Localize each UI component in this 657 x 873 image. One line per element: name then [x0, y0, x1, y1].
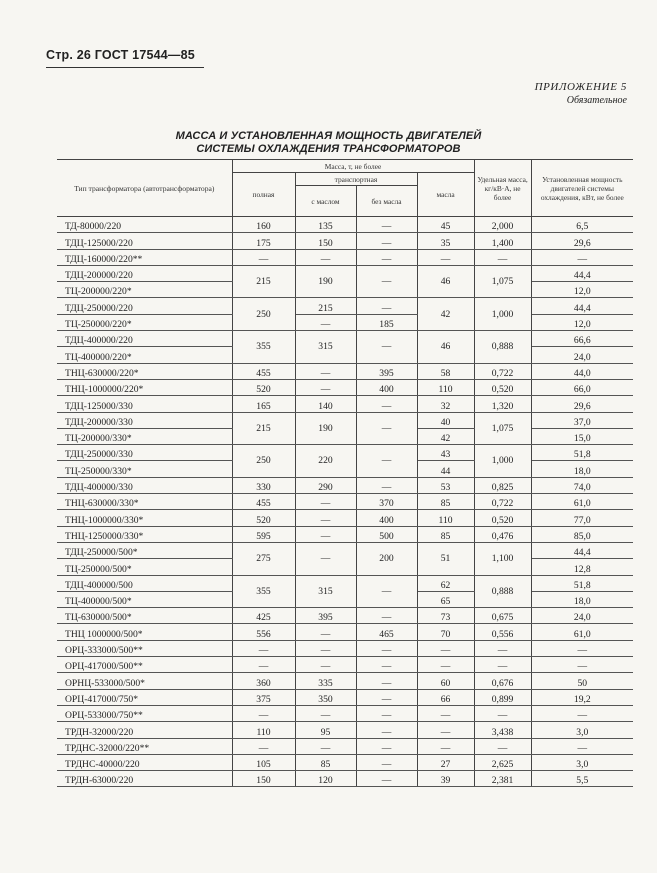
cell-without-oil: —: [356, 608, 417, 624]
cell-type: ТРДН-63000/220: [57, 771, 232, 787]
cell-with-oil: 350: [295, 689, 356, 705]
cell-oil: 51: [417, 542, 474, 575]
cell-without-oil: 400: [356, 379, 417, 395]
cell-with-oil: 335: [295, 673, 356, 689]
table-row: [57, 396, 633, 412]
cell-type: ТЦ-400000/500*: [57, 591, 232, 607]
table-row: [57, 754, 633, 770]
table-row: [57, 331, 633, 347]
cell-full: 110: [232, 722, 295, 738]
cell-full: 520: [232, 379, 295, 395]
cell-oil: —: [417, 705, 474, 721]
table-row: [57, 217, 633, 233]
cell-without-oil: —: [356, 689, 417, 705]
cell-power: 18,0: [531, 591, 633, 607]
cell-without-oil: —: [356, 575, 417, 608]
cell-with-oil: 190: [295, 265, 356, 298]
cell-with-oil: 395: [295, 608, 356, 624]
cell-power: 29,6: [531, 396, 633, 412]
cell-full: —: [232, 705, 295, 721]
table-row: [57, 445, 633, 461]
cell-type: ТДЦ-250000/330: [57, 445, 232, 461]
cell-full: 520: [232, 510, 295, 526]
cell-oil: —: [417, 249, 474, 265]
table-row: [57, 771, 633, 787]
cell-specific: 0,825: [474, 477, 531, 493]
cell-type: ТЦ-200000/330*: [57, 428, 232, 444]
cell-power: 61,0: [531, 624, 633, 640]
cell-oil: 60: [417, 673, 474, 689]
cell-specific: 0,899: [474, 689, 531, 705]
cell-power: 77,0: [531, 510, 633, 526]
header-specific-mass: Удельная масса, кг/кВ·А, не более: [474, 160, 531, 217]
cell-without-oil: —: [356, 722, 417, 738]
cell-with-oil: 220: [295, 445, 356, 478]
table-row: [57, 233, 633, 249]
cell-oil: 44: [417, 461, 474, 477]
cell-with-oil: 120: [295, 771, 356, 787]
cell-power: 51,8: [531, 575, 633, 591]
cell-with-oil: —: [295, 542, 356, 575]
cell-without-oil: —: [356, 705, 417, 721]
cell-power: 29,6: [531, 233, 633, 249]
cell-with-oil: —: [295, 510, 356, 526]
cell-without-oil: 370: [356, 494, 417, 510]
cell-without-oil: —: [356, 754, 417, 770]
cell-type: ТНЦ-1000000/220*: [57, 379, 232, 395]
cell-type: ОРЦ-417000/750*: [57, 689, 232, 705]
cell-specific: —: [474, 640, 531, 656]
cell-specific: 1,075: [474, 412, 531, 445]
page-header: Стр. 26 ГОСТ 17544—85: [46, 48, 195, 62]
cell-type: ТДЦ-250000/220: [57, 298, 232, 314]
cell-oil: 46: [417, 265, 474, 298]
cell-with-oil: 315: [295, 575, 356, 608]
table-row: [57, 738, 633, 754]
table-row: [57, 412, 633, 428]
cell-power: —: [531, 249, 633, 265]
cell-full: 455: [232, 494, 295, 510]
cell-specific: 2,381: [474, 771, 531, 787]
cell-oil: 40: [417, 412, 474, 428]
table-row: [57, 640, 633, 656]
cell-specific: 1,100: [474, 542, 531, 575]
cell-with-oil: —: [295, 379, 356, 395]
cell-power: 51,8: [531, 445, 633, 461]
cell-with-oil: 290: [295, 477, 356, 493]
cell-oil: 62: [417, 575, 474, 591]
cell-specific: —: [474, 657, 531, 673]
cell-oil: 66: [417, 689, 474, 705]
cell-with-oil: —: [295, 494, 356, 510]
cell-power: 85,0: [531, 526, 633, 542]
cell-specific: —: [474, 738, 531, 754]
cell-type: ТРДНС-32000/220**: [57, 738, 232, 754]
cell-full: 160: [232, 217, 295, 233]
cell-oil: 43: [417, 445, 474, 461]
cell-full: 425: [232, 608, 295, 624]
cell-without-oil: —: [356, 249, 417, 265]
cell-power: 3,0: [531, 722, 633, 738]
table-row: [57, 494, 633, 510]
header-mass-group: Масса, т, не более: [232, 160, 474, 173]
cell-type: ТНЦ-630000/330*: [57, 494, 232, 510]
cell-with-oil: 140: [295, 396, 356, 412]
cell-without-oil: 465: [356, 624, 417, 640]
cell-without-oil: —: [356, 396, 417, 412]
cell-oil: 53: [417, 477, 474, 493]
cell-without-oil: —: [356, 640, 417, 656]
cell-type: ОРЦ-333000/500**: [57, 640, 232, 656]
cell-oil: 110: [417, 510, 474, 526]
table-row: [57, 608, 633, 624]
cell-full: 105: [232, 754, 295, 770]
cell-specific: 3,438: [474, 722, 531, 738]
cell-with-oil: 190: [295, 412, 356, 445]
cell-type: ТДЦ-160000/220**: [57, 249, 232, 265]
cell-type: ТЦ-630000/500*: [57, 608, 232, 624]
cell-without-oil: —: [356, 217, 417, 233]
cell-specific: 1,075: [474, 265, 531, 298]
cell-power: 61,0: [531, 494, 633, 510]
cell-with-oil: 95: [295, 722, 356, 738]
cell-oil: 85: [417, 494, 474, 510]
cell-oil: 42: [417, 298, 474, 331]
cell-power: 50: [531, 673, 633, 689]
table-row: [57, 510, 633, 526]
cell-with-oil: —: [295, 526, 356, 542]
cell-oil: 46: [417, 331, 474, 364]
cell-without-oil: —: [356, 233, 417, 249]
cell-with-oil: —: [295, 314, 356, 330]
cell-full: 455: [232, 363, 295, 379]
title-line-1: МАССА И УСТАНОВЛЕННАЯ МОЩНОСТЬ ДВИГАТЕЛЕЙ: [175, 130, 482, 142]
cell-without-oil: —: [356, 673, 417, 689]
cell-specific: 0,476: [474, 526, 531, 542]
cell-specific: 1,320: [474, 396, 531, 412]
cell-oil: 73: [417, 608, 474, 624]
cell-type: ТЦ-250000/220*: [57, 314, 232, 330]
cell-oil: —: [417, 722, 474, 738]
cell-power: 24,0: [531, 347, 633, 363]
cell-without-oil: —: [356, 771, 417, 787]
cell-with-oil: —: [295, 657, 356, 673]
cell-type: ОРНЦ-533000/500*: [57, 673, 232, 689]
cell-type: ТДЦ-400000/500: [57, 575, 232, 591]
table-row: [57, 575, 633, 591]
cell-oil: 110: [417, 379, 474, 395]
cell-oil: 85: [417, 526, 474, 542]
cell-full: —: [232, 640, 295, 656]
cell-full: 275: [232, 542, 295, 575]
cell-full: —: [232, 249, 295, 265]
cell-specific: 0,676: [474, 673, 531, 689]
cell-power: 44,0: [531, 363, 633, 379]
cell-without-oil: —: [356, 657, 417, 673]
cell-type: ТНЦ 1000000/500*: [57, 624, 232, 640]
cell-specific: 0,722: [474, 363, 531, 379]
table-row: [57, 363, 633, 379]
cell-full: 375: [232, 689, 295, 705]
cell-oil: 45: [417, 217, 474, 233]
cell-type: ОРЦ-417000/500**: [57, 657, 232, 673]
cell-specific: 0,888: [474, 331, 531, 364]
table-row: [57, 379, 633, 395]
cell-without-oil: —: [356, 298, 417, 314]
cell-power: —: [531, 738, 633, 754]
appendix-subtitle: Обязательное: [566, 95, 627, 106]
table-row: [57, 673, 633, 689]
cell-oil: 32: [417, 396, 474, 412]
table-row: [57, 624, 633, 640]
cell-without-oil: 400: [356, 510, 417, 526]
cell-specific: 0,675: [474, 608, 531, 624]
cell-power: 44,4: [531, 542, 633, 558]
cell-type: ТРДНС-40000/220: [57, 754, 232, 770]
cell-specific: 0,520: [474, 379, 531, 395]
cell-power: —: [531, 657, 633, 673]
cell-power: 37,0: [531, 412, 633, 428]
cell-specific: 0,722: [474, 494, 531, 510]
cell-with-oil: —: [295, 640, 356, 656]
cell-with-oil: 85: [295, 754, 356, 770]
table-row: [57, 657, 633, 673]
cell-oil: 70: [417, 624, 474, 640]
cell-full: 330: [232, 477, 295, 493]
cell-power: 5,5: [531, 771, 633, 787]
cell-power: 3,0: [531, 754, 633, 770]
cell-with-oil: —: [295, 624, 356, 640]
cell-type: ТНЦ-1000000/330*: [57, 510, 232, 526]
header-power: Установленная мощность двигателей системы охлаждения, кВт, не более: [531, 160, 633, 217]
table-row: [57, 689, 633, 705]
cell-power: —: [531, 705, 633, 721]
header-transport-group: транспортная: [295, 173, 417, 186]
cell-full: 165: [232, 396, 295, 412]
cell-without-oil: —: [356, 412, 417, 445]
cell-with-oil: —: [295, 738, 356, 754]
cell-power: 44,4: [531, 298, 633, 314]
cell-with-oil: 150: [295, 233, 356, 249]
table-row: [57, 314, 633, 330]
cell-specific: 1,000: [474, 445, 531, 478]
cell-power: 12,0: [531, 282, 633, 298]
cell-full: 556: [232, 624, 295, 640]
table-row: [57, 705, 633, 721]
header-type: Тип трансформатора (автотрансформатора): [57, 160, 232, 217]
cell-oil: 35: [417, 233, 474, 249]
cell-power: 74,0: [531, 477, 633, 493]
cell-oil: 65: [417, 591, 474, 607]
cell-with-oil: —: [295, 705, 356, 721]
cell-with-oil: 315: [295, 331, 356, 364]
cell-power: 18,0: [531, 461, 633, 477]
cell-full: 355: [232, 331, 295, 364]
cell-type: ТЦ-400000/220*: [57, 347, 232, 363]
cell-full: 150: [232, 771, 295, 787]
cell-oil: 39: [417, 771, 474, 787]
cell-with-oil: —: [295, 249, 356, 265]
cell-power: 6,5: [531, 217, 633, 233]
cell-full: 215: [232, 412, 295, 445]
cell-specific: 0,520: [474, 510, 531, 526]
cell-type: ТДЦ-200000/220: [57, 265, 232, 281]
cell-without-oil: 500: [356, 526, 417, 542]
header-without-oil: без масла: [356, 186, 417, 217]
cell-specific: 2,000: [474, 217, 531, 233]
cell-full: 355: [232, 575, 295, 608]
table-row: [57, 265, 633, 281]
cell-with-oil: 215: [295, 298, 356, 314]
cell-power: 44,4: [531, 265, 633, 281]
cell-full: 250: [232, 445, 295, 478]
cell-type: ТДЦ-125000/220: [57, 233, 232, 249]
cell-power: 15,0: [531, 428, 633, 444]
cell-oil: —: [417, 657, 474, 673]
cell-with-oil: 135: [295, 217, 356, 233]
table-row: [57, 298, 633, 314]
cell-full: 250: [232, 298, 295, 331]
cell-full: —: [232, 738, 295, 754]
cell-without-oil: 395: [356, 363, 417, 379]
cell-full: 175: [232, 233, 295, 249]
document-title: [0, 130, 657, 156]
cell-power: 66,0: [531, 379, 633, 395]
table-row: [57, 722, 633, 738]
table-row: [57, 542, 633, 558]
cell-type: ТЦ-200000/220*: [57, 282, 232, 298]
cell-specific: 2,625: [474, 754, 531, 770]
header-full: полная: [232, 173, 295, 217]
appendix-label: [535, 80, 627, 108]
cell-power: —: [531, 640, 633, 656]
cell-without-oil: 200: [356, 542, 417, 575]
cell-full: 360: [232, 673, 295, 689]
cell-specific: —: [474, 705, 531, 721]
cell-type: ТД-80000/220: [57, 217, 232, 233]
cell-type: ТДЦ-400000/220: [57, 331, 232, 347]
cell-type: ТДЦ-125000/330: [57, 396, 232, 412]
header-rule: [46, 67, 204, 68]
cell-without-oil: —: [356, 265, 417, 298]
cell-type: ТНЦ-630000/220*: [57, 363, 232, 379]
cell-specific: 0,556: [474, 624, 531, 640]
cell-without-oil: 185: [356, 314, 417, 330]
cell-specific: 0,888: [474, 575, 531, 608]
header-oil: масла: [417, 173, 474, 217]
table-row: [57, 477, 633, 493]
cell-oil: —: [417, 738, 474, 754]
cell-full: 595: [232, 526, 295, 542]
cell-power: 66,6: [531, 331, 633, 347]
cell-oil: 58: [417, 363, 474, 379]
title-line-2: СИСТЕМЫ ОХЛАЖДЕНИЯ ТРАНСФОРМАТОРОВ: [196, 143, 461, 155]
cell-type: ТДЦ-250000/500*: [57, 542, 232, 558]
cell-specific: —: [474, 249, 531, 265]
table-row: [57, 526, 633, 542]
cell-full: 215: [232, 265, 295, 298]
cell-oil: 27: [417, 754, 474, 770]
table-row: [57, 249, 633, 265]
mass-power-table: [57, 159, 633, 787]
cell-type: ТНЦ-1250000/330*: [57, 526, 232, 542]
cell-power: 12,0: [531, 314, 633, 330]
header-with-oil: с маслом: [295, 186, 356, 217]
appendix-title: ПРИЛОЖЕНИЕ 5: [534, 81, 627, 93]
cell-without-oil: —: [356, 331, 417, 364]
cell-type: ОРЦ-533000/750**: [57, 705, 232, 721]
cell-power: 19,2: [531, 689, 633, 705]
cell-without-oil: —: [356, 738, 417, 754]
cell-type: ТРДН-32000/220: [57, 722, 232, 738]
cell-specific: 1,400: [474, 233, 531, 249]
cell-full: —: [232, 657, 295, 673]
cell-without-oil: —: [356, 445, 417, 478]
cell-power: 12,8: [531, 559, 633, 575]
cell-type: ТДЦ-200000/330: [57, 412, 232, 428]
cell-type: ТДЦ-400000/330: [57, 477, 232, 493]
cell-oil: —: [417, 640, 474, 656]
cell-without-oil: —: [356, 477, 417, 493]
cell-specific: 1,000: [474, 298, 531, 331]
cell-power: 24,0: [531, 608, 633, 624]
cell-oil: 42: [417, 428, 474, 444]
cell-with-oil: —: [295, 363, 356, 379]
cell-type: ТЦ-250000/330*: [57, 461, 232, 477]
cell-type: ТЦ-250000/500*: [57, 559, 232, 575]
